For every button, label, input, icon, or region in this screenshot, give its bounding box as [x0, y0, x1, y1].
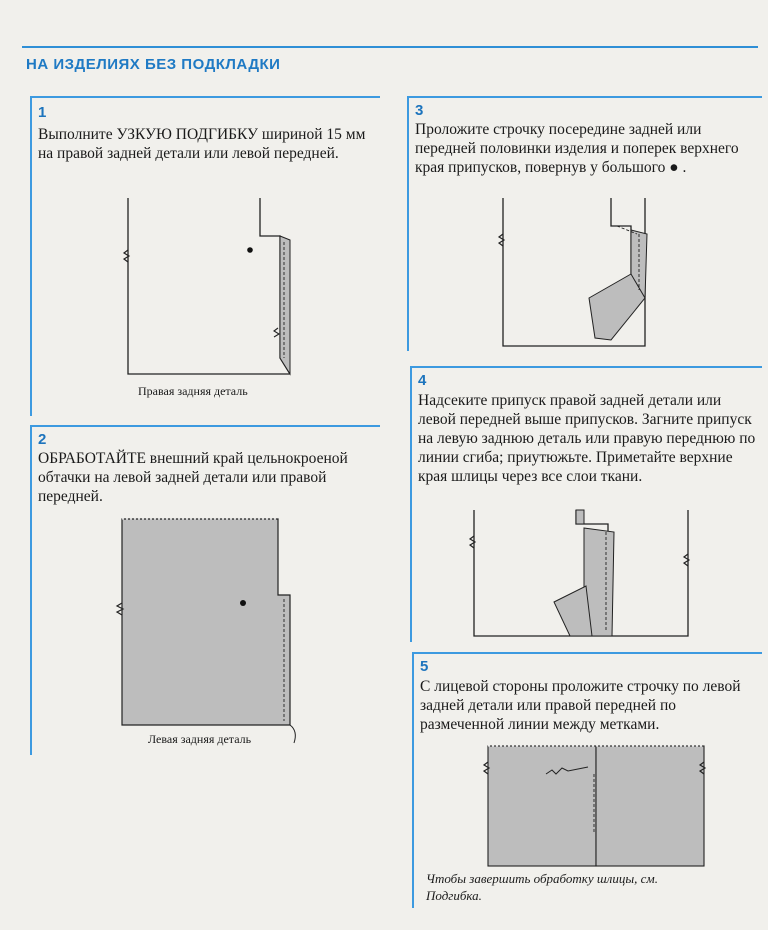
step-5-text: С лицевой стороны проложите строчку по левой задней детали или правой передней по размеченной линии между метками. — [420, 678, 741, 733]
step-5-illustration — [484, 744, 714, 869]
section-title: НА ИЗДЕЛИЯХ БЕЗ ПОДКЛАДКИ — [26, 56, 281, 73]
step-2-rule — [30, 425, 380, 427]
step-3-side-rule — [407, 96, 409, 351]
step-4-text: Надсеките припуск правой задней детали или левой передней выше припусков. Загните припуск на левую заднюю деталь или правую переднюю по линии сгиба; приутюжьте. Приметайте верхние края шлицы через все слои ткани. — [418, 392, 756, 485]
step-1-caption: Правая задняя деталь — [138, 384, 248, 398]
step-4-number: 4 — [418, 372, 427, 389]
step-4-illustration — [466, 510, 696, 640]
step-2-caption: Левая задняя деталь — [148, 732, 252, 746]
step-3-number: 3 — [415, 102, 424, 119]
step-3 — [407, 96, 762, 351]
step-2-text: ОБРАБОТАЙТЕ внешний край цельнокроеной обтачки на левой задней детали или правой передней. — [38, 450, 348, 505]
step-4-side-rule — [410, 366, 412, 642]
step-5-rule — [412, 652, 762, 654]
step-3-rule — [407, 96, 762, 98]
step-1 — [30, 96, 380, 416]
step-3-illustration — [495, 198, 665, 348]
step-2 — [30, 425, 380, 755]
step-3-text: Проложите строчку посередине задней или передней половинки изделия и поперек верхнего края припусков, повернув у большого ● . — [415, 121, 739, 176]
header-rule — [22, 46, 758, 48]
step-1-side-rule — [30, 96, 32, 416]
step-5-note: Чтобы завершить обработку шлицы, см. Подгибка. — [426, 871, 658, 903]
step-2-side-rule — [30, 425, 32, 755]
step-4-rule — [410, 366, 762, 368]
step-2-number: 2 — [38, 431, 47, 448]
step-5-number: 5 — [420, 658, 429, 675]
step-5 — [412, 652, 762, 908]
step-4 — [410, 366, 762, 642]
step-1-rule — [30, 96, 380, 98]
step-5-side-rule — [412, 652, 414, 908]
step-1-illustration — [120, 198, 320, 378]
step-2-illustration — [118, 517, 328, 737]
step-1-text: Выполните УЗКУЮ ПОДГИБКУ шириной 15 мм на правой задней детали или левой передней. — [38, 126, 366, 162]
step-1-number: 1 — [38, 104, 47, 121]
